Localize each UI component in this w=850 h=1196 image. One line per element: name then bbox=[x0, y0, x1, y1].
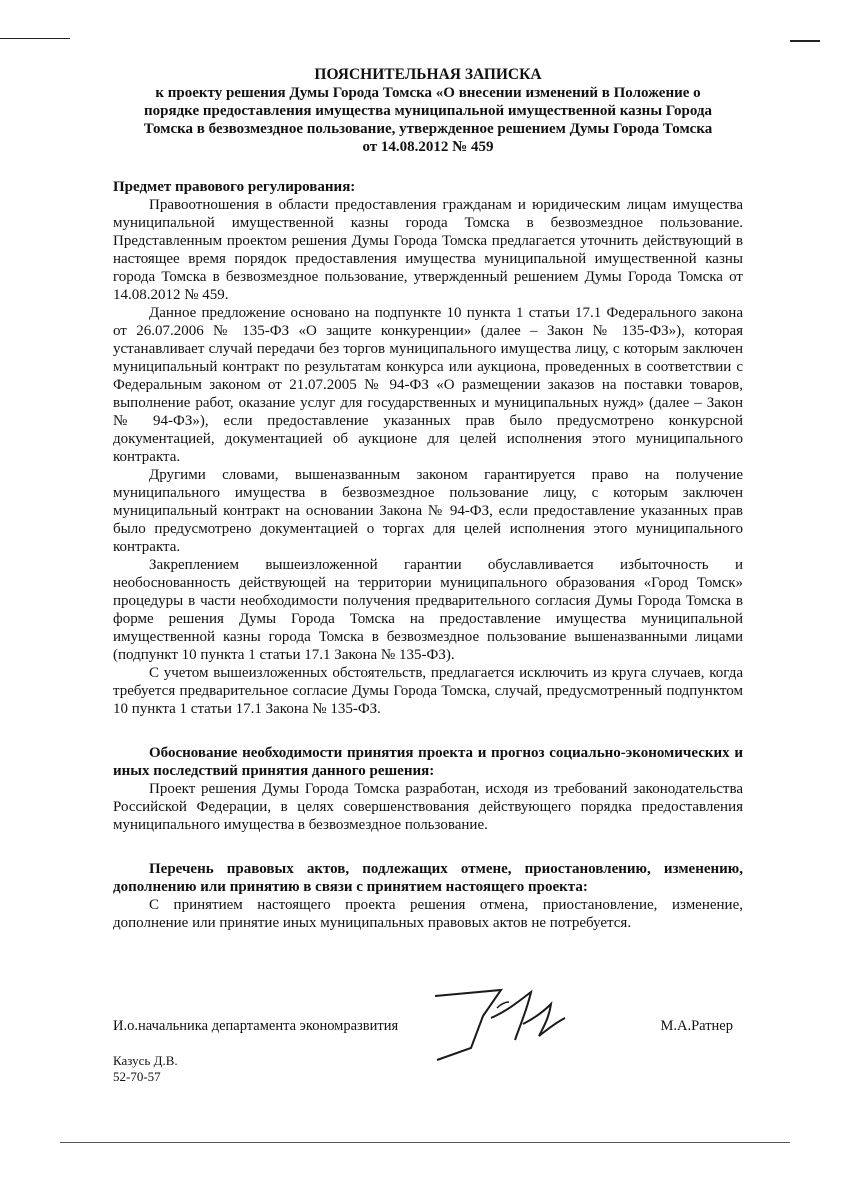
document-subtitle bbox=[113, 84, 743, 156]
signatory-position: И.о.начальника департамента экономразвития bbox=[113, 1018, 399, 1034]
subtitle-line: порядке предоставления имущества муниципальной имущественной казны Города bbox=[143, 103, 712, 119]
paragraph: Проект решения Думы Города Томска разработан, исходя из требований законодательства Российской Федерации, в целях совершенствования действующего порядка предоставления муниципального имущества в безвозмездное пользование. bbox=[113, 781, 743, 833]
scan-artifact-right bbox=[790, 40, 820, 42]
scan-artifact-bottom bbox=[60, 1142, 790, 1143]
document-title: ПОЯСНИТЕЛЬНАЯ ЗАПИСКА bbox=[314, 66, 542, 83]
executor-info bbox=[113, 1053, 178, 1085]
document-page bbox=[113, 66, 743, 932]
paragraph: Правоотношения в области предоставления гражданам и юридическим лицам имущества муниципальной имущественной казны города Томска в безвозмездное пользование. Представленным проектом решения Думы Города Томска предлагается уточнить действующий в настоящее время порядок предоставления имущества муниципальной имущественной казны города Томска в безвозмездное пользование, утвержденный решением Думы Города Томска от 14.08.2012 № 459. bbox=[113, 197, 743, 303]
subtitle-line: от 14.08.2012 № 459 bbox=[362, 139, 494, 155]
scan-artifact-left bbox=[0, 38, 70, 39]
paragraph: Другими словами, вышеназванным законом гарантируется право на получение муниципального имущества в безвозмездное пользование лицу, с которым заключен муниципальный контракт на основании Закона № 94-ФЗ, если предоставление указанных прав было предусмотрено документацией о торгах для целей исполнения этого муниципального контракта. bbox=[113, 467, 743, 555]
signatory-name: М.А.Ратнер bbox=[660, 1018, 733, 1034]
executor-phone: 52-70-57 bbox=[113, 1069, 161, 1084]
signature-block bbox=[113, 1010, 743, 1070]
paragraph: Закреплением вышеизложенной гарантии обуславливается избыточность и необоснованность действующей на территории муниципального образования «Город Томск» процедуры в части необходимости получения предварительного согласия Думы Города Томска в форме решения Думы Города Томска на предоставление имущества муниципальной имущественной казны города Томска в безвозмездное пользование вышеназванными лицами (подпункт 10 пункта 1 статьи 17.1 Закона № 135-ФЗ). bbox=[113, 557, 743, 663]
paragraph: С учетом вышеизложенных обстоятельств, предлагается исключить из круга случаев, когда требуется предварительное согласие Думы Города Томска, случай, предусмотренный подпунктом 10 пункта 1 статьи 17.1 Закона № 135-ФЗ. bbox=[113, 665, 743, 717]
subtitle-line: к проекту решения Думы Города Томска «О внесении изменений в Положение о bbox=[155, 85, 701, 101]
section-heading-justification: Обоснование необходимости принятия проекта и прогноз социально-экономических и иных последствий принятия данного решения: bbox=[113, 745, 743, 779]
section-heading-acts-list: Перечень правовых актов, подлежащих отмене, приостановлению, изменению, дополнению или принятию в связи с принятием настоящего проекта: bbox=[113, 861, 743, 895]
paragraph: Данное предложение основано на подпункте 10 пункта 1 статьи 17.1 Федерального закона от 26.07.2006 № 135-ФЗ «О защите конкуренции» (далее – Закон № 135-ФЗ»), которая устанавливает случай передачи без торгов муниципального имущества лицу, с которым заключен муниципальный контракт по результатам конкурса или аукциона, проведенных в соответствии с Федеральным законом от 21.07.2005 № 94-ФЗ «О размещении заказов на поставки товаров, выполнение работ, оказание услуг для государственных и муниципальных нужд» (далее – Закон № 94-ФЗ»), если предоставление указанных прав было предусмотрено конкурсной документацией, документацией об аукционе для целей исполнения этого муниципального контракта. bbox=[113, 305, 743, 465]
paragraph: С принятием настоящего проекта решения отмена, приостановление, изменение, дополнение или принятие иных муниципальных правовых актов не потребуется. bbox=[113, 897, 743, 931]
executor-name: Казусь Д.В. bbox=[113, 1053, 178, 1068]
subtitle-line: Томска в безвозмездное пользование, утвержденное решением Думы Города Томска bbox=[143, 121, 713, 137]
section-heading-subject: Предмет правового регулирования: bbox=[113, 179, 356, 195]
handwritten-signature bbox=[431, 988, 581, 1070]
